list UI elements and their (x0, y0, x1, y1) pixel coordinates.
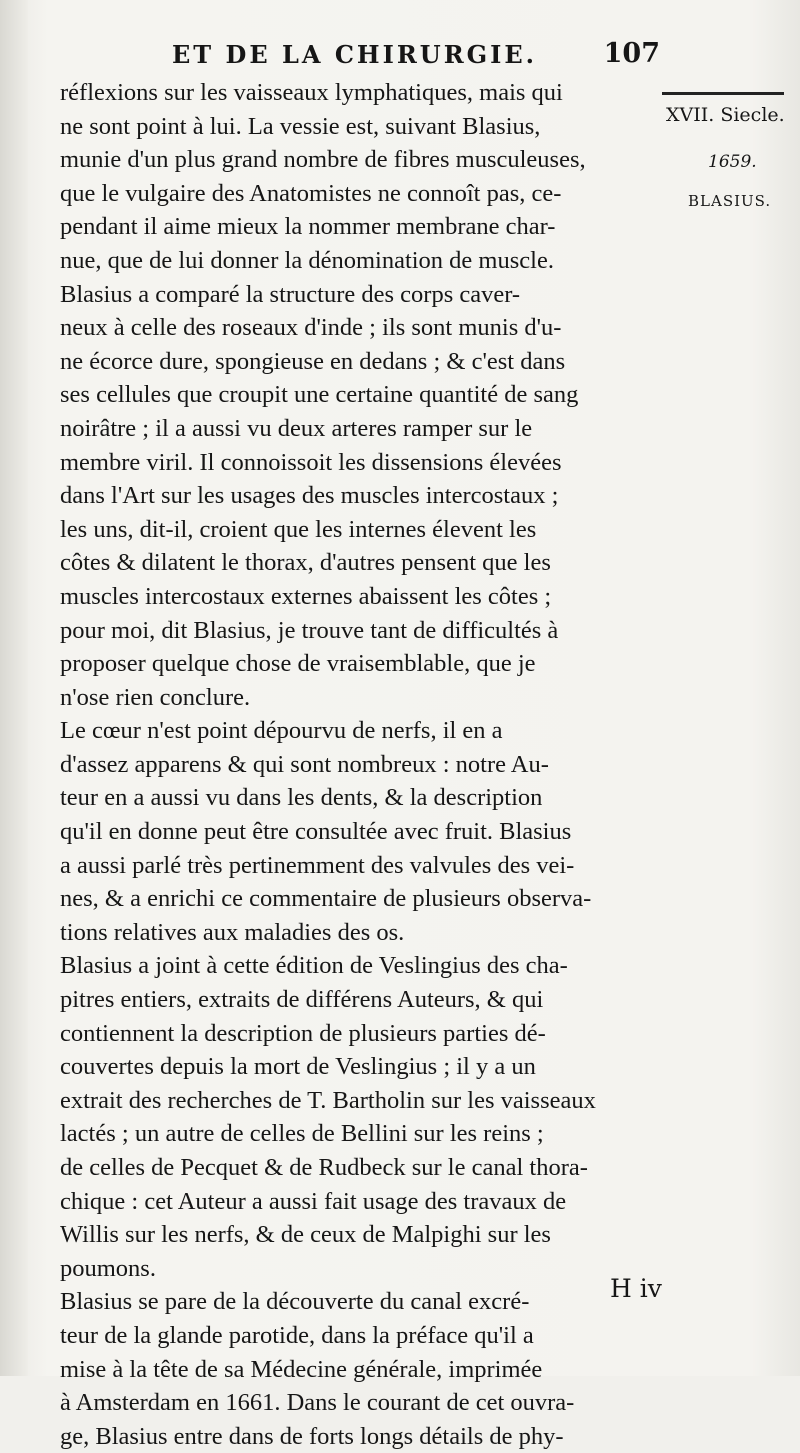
text-line: teur en a aussi vu dans les dents, & la description (60, 784, 543, 812)
text-line: extrait des recherches de T. Bartholin sur les vaisseaux (60, 1086, 596, 1114)
margin-note-century: XVII. Siecle. (666, 104, 785, 126)
text-line: les uns, dit-il, croient que les internes élevent les (60, 515, 537, 543)
page-gutter-shadow (0, 0, 28, 1376)
text-line: nue, que de lui donner la dénomination de muscle. (60, 246, 554, 274)
text-line: ge, Blasius entre dans de forts longs détails de phy- (60, 1422, 564, 1450)
text-line: muscles intercostaux externes abaissent les côtes ; (60, 582, 552, 610)
text-line: n'ose rien conclure. (60, 683, 251, 711)
text-line: lactés ; un autre de celles de Bellini sur les reins ; (60, 1120, 544, 1148)
text-line: ne écorce dure, spongieuse en dedans ; & c'est dans (60, 347, 566, 375)
catchword: H iv (610, 1274, 662, 1303)
text-line: Blasius se pare de la découverte du canal excré- (60, 1288, 530, 1316)
text-line: munie d'un plus grand nombre de fibres musculeuses, (60, 146, 586, 174)
text-line: chique : cet Auteur a aussi fait usage des travaux de (60, 1187, 567, 1215)
text-line: Blasius a comparé la structure des corps caver- (60, 280, 521, 308)
text-line: proposer quelque chose de vraisemblable, que je (60, 650, 536, 678)
text-line: Willis sur les nerfs, & de ceux de Malpighi sur les (60, 1221, 551, 1249)
running-title: ET DE LA CHIRURGIE. (172, 40, 538, 69)
text-line: réflexions sur les vaisseaux lymphatiques, mais qui (60, 79, 563, 106)
text-line: neux à celle des roseaux d'inde ; ils sont munis d'u- (60, 314, 562, 342)
body-text (60, 76, 660, 1453)
text-line: couvertes depuis la mort de Veslingius ; il y a un (60, 1053, 536, 1081)
margin-rule (662, 92, 784, 95)
text-line: mise à la tête de sa Médecine générale, imprimée (60, 1355, 543, 1383)
text-line: de celles de Pecquet & de Rudbeck sur le canal thora- (60, 1154, 588, 1181)
text-line: pour moi, dit Blasius, je trouve tant de difficultés à (60, 616, 559, 644)
text-line: noirâtre ; il a aussi vu deux arteres ramper sur le (60, 414, 533, 442)
text-line: ne sont point à lui. La vessie est, suivant Blasius, (60, 112, 541, 140)
text-line: dans l'Art sur les usages des muscles intercostaux ; (60, 482, 559, 510)
text-line: à Amsterdam en 1661. Dans le courant de cet ouvra- (60, 1389, 575, 1417)
page-header (60, 38, 660, 74)
text-line: pitres entiers, extraits de différens Auteurs, & qui (60, 986, 544, 1014)
text-line: que le vulgaire des Anatomistes ne connoît pas, ce- (60, 179, 562, 207)
text-line: contiennent la description de plusieurs parties dé- (60, 1019, 546, 1047)
text-line: nes, & a enrichi ce commentaire de plusieurs observa- (60, 885, 592, 913)
text-line: membre viril. Il connoissoit les dissensions élevées (60, 448, 562, 476)
text-line: ses cellules que croupit une certaine quantité de sang (60, 381, 579, 409)
text-line: pendant il aime mieux la nommer membrane char- (60, 213, 556, 241)
margin-note-year: 1659. (708, 152, 757, 172)
text-line: poumons. (60, 1254, 156, 1282)
text-line: tions relatives aux maladies des os. (60, 918, 405, 946)
text-line: qu'il en donne peut être consultée avec fruit. Blasius (60, 818, 572, 846)
margin-note-name: BLASIUS. (688, 192, 772, 210)
text-line: côtes & dilatent le thorax, d'autres pensent que les (60, 549, 551, 577)
text-line: Le cœur n'est point dépourvu de nerfs, il en a (60, 717, 503, 745)
text-line: Blasius a joint à cette édition de Veslingius des cha- (60, 952, 568, 980)
text-line: d'assez apparens & qui sont nombreux : notre Au- (60, 750, 549, 778)
text-line: a aussi parlé très pertinemment des valvules des vei- (60, 851, 575, 879)
text-line: teur de la glande parotide, dans la préface qu'il a (60, 1321, 534, 1349)
page-number: 107 (603, 38, 660, 69)
